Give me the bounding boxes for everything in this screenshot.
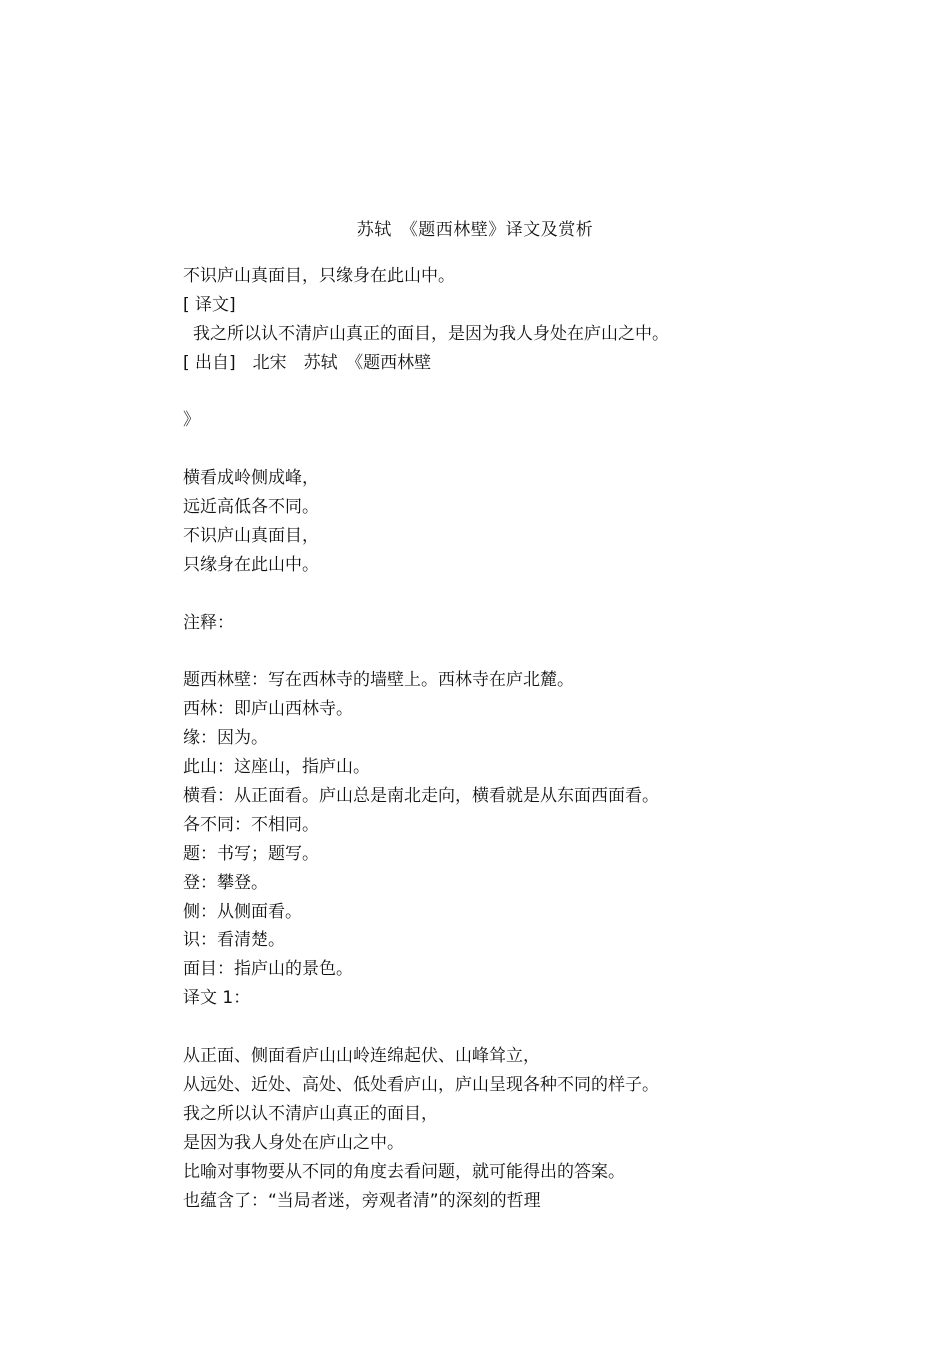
note-item: 面目：指庐山的景色。 — [183, 959, 353, 980]
translation1-line: 从正面、侧面看庐山山岭连绵起伏、山峰耸立， — [183, 1046, 540, 1067]
note-item: 题：书写；题写。 — [183, 843, 319, 864]
blank-line — [183, 378, 823, 407]
blank-line — [183, 435, 823, 464]
note-item: 题西林壁：写在西林寺的墙壁上。西林寺在庐北麓。 — [183, 670, 574, 691]
document-body — [183, 262, 823, 1215]
poem-line: 不识庐山真面目， — [183, 526, 319, 547]
blank-line — [183, 1013, 823, 1042]
translation1-line: 比喻对事物要从不同的角度去看问题，就可能得出的答案。 — [183, 1161, 625, 1182]
translation1-heading: 译文 1： — [183, 988, 251, 1009]
note-item: 西林：即庐山西林寺。 — [183, 699, 353, 720]
source-line: [ 出自] 北宋 苏轼 《题西林壁 — [183, 352, 432, 373]
poem-line: 横看成岭侧成峰， — [183, 468, 319, 489]
poem-line: 远近高低各不同。 — [183, 497, 319, 518]
note-item: 识：看清楚。 — [183, 930, 285, 951]
note-item: 横看：从正面看。庐山总是南北走向，横看就是从东面西面看。 — [183, 786, 659, 807]
notes-heading: 注释： — [183, 612, 234, 633]
note-item: 各不同：不相同。 — [183, 814, 319, 835]
poem-line: 只缘身在此山中。 — [183, 554, 319, 575]
note-item: 侧：从侧面看。 — [183, 901, 302, 922]
note-item: 缘：因为。 — [183, 728, 268, 749]
intro-line: 不识庐山真面目，只缘身在此山中。 — [183, 266, 455, 286]
blank-line — [183, 580, 823, 609]
note-item: 登：攀登。 — [183, 872, 268, 893]
translation-label: [ 译文] — [183, 294, 236, 315]
document-title: 苏轼 《题西林壁》译文及赏析 — [356, 220, 594, 240]
translation1-line: 我之所以认不清庐山真正的面目， — [183, 1103, 438, 1124]
translation-text: 我之所以认不清庐山真正的面目，是因为我人身处在庐山之中。 — [193, 323, 669, 344]
note-item: 此山：这座山，指庐山。 — [183, 757, 370, 778]
translation1-line: 是因为我人身处在庐山之中。 — [183, 1132, 404, 1153]
translation1-line: 从远处、近处、高处、低处看庐山，庐山呈现各种不同的样子。 — [183, 1074, 659, 1095]
blank-line — [183, 638, 823, 667]
source-close: 》 — [183, 410, 200, 431]
translation1-line: 也蕴含了：“当局者迷，旁观者清”的深刻的哲理 — [183, 1190, 541, 1211]
